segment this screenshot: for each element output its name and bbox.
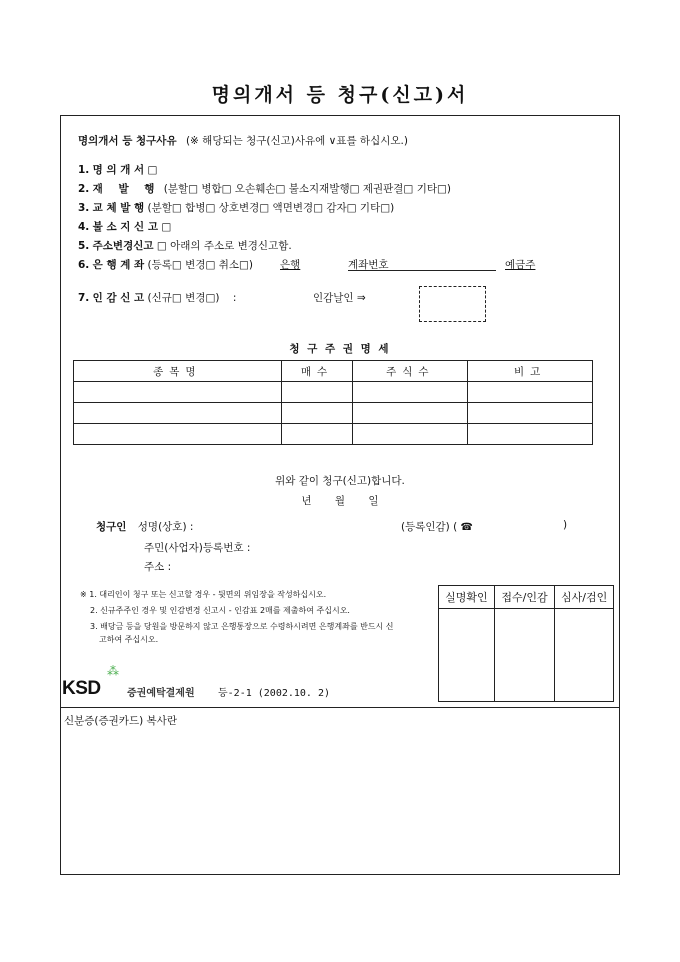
table-cell[interactable] (353, 424, 468, 445)
ksd-logo: KSD (62, 678, 101, 699)
table-cell[interactable] (74, 424, 282, 445)
reason-item-num: 7. (78, 292, 90, 304)
table-row (439, 609, 614, 702)
declaration-text: 위와 같이 청구(신고)합니다. (275, 475, 405, 487)
reason-item-num: 4. (78, 221, 90, 233)
claimant-seal-row[interactable] (401, 519, 473, 534)
account-holder-field[interactable]: 예금주 (505, 259, 536, 271)
declaration-date[interactable]: 년 월 일 (301, 495, 379, 507)
note-1: ※ 1. 대리인이 청구 또는 신고할 경우 - 뒷면의 위임장을 작성하십시오. (80, 590, 327, 599)
column-header: 실명확인 (439, 586, 495, 609)
table-row (74, 424, 593, 445)
reason-item-label: 은 행 계 좌 (92, 259, 145, 271)
reason-item-3[interactable] (78, 200, 394, 215)
phone-icon: ☎ (460, 522, 474, 533)
column-header: 비고 (468, 361, 593, 382)
checkbox[interactable]: □ (147, 164, 158, 176)
reason-item-2[interactable] (78, 181, 451, 196)
reason-item-1[interactable] (78, 162, 157, 177)
table-cell[interactable] (353, 403, 468, 424)
reason-item-num: 3. (78, 202, 90, 214)
reason-item-options[interactable]: (분할□ 병합□ 오손훼손□ 불소지재발행□ 제권판결□ 기타□) (163, 183, 451, 195)
checkbox[interactable]: □ (161, 221, 172, 233)
table-cell[interactable] (74, 382, 282, 403)
column-header: 매수 (281, 361, 353, 382)
reason-item-5[interactable] (78, 238, 292, 253)
reason-item-label: 재 발 행 (92, 183, 161, 195)
stock-table (73, 360, 593, 445)
column-header: 종목명 (74, 361, 282, 382)
note-2: 2. 신규주주인 경우 및 인감변경 신고시 - 인감표 2매를 제출하여 주십시오. (90, 606, 350, 615)
table-cell[interactable] (281, 403, 353, 424)
claimant-id-label[interactable]: 주민(사업자)등록번호 : (144, 542, 251, 554)
account-number-field[interactable] (348, 257, 496, 271)
checkbox[interactable]: □ 아래의 주소로 변경신고함. (156, 240, 292, 252)
table-cell[interactable] (494, 609, 555, 702)
table-header-row (439, 586, 614, 609)
reason-item-label: 불 소 지 신 고 (92, 221, 158, 233)
table-cell[interactable] (74, 403, 282, 424)
note-3: 3. 배당금 등을 당원을 방문하지 않고 은행통장으로 수령하시려면 은행계좌를 반드시 신 (90, 622, 394, 631)
table-cell[interactable] (555, 609, 614, 702)
reason-item-label: 교 체 발 행 (92, 202, 145, 214)
reason-item-6[interactable] (78, 257, 253, 272)
claimant-name-row[interactable] (96, 519, 193, 534)
table-cell[interactable] (353, 382, 468, 403)
claimant-address-label[interactable]: 주소 : (144, 561, 172, 573)
reason-item-label: 인 감 신 고 (92, 292, 145, 304)
bank-name-field[interactable]: 은행 (280, 259, 301, 271)
column-header: 접수/인감 (494, 586, 555, 609)
page-title: 명의개서 등 청구(신고)서 (211, 84, 469, 106)
ksd-logo-icon: ⁂ (107, 664, 119, 678)
reason-item-4[interactable] (78, 219, 171, 234)
note-3-cont: 고하여 주십시오. (99, 635, 159, 644)
reason-item-num: 1. (78, 164, 90, 176)
org-name: 증권예탁결제원 (127, 688, 195, 699)
seal-box[interactable] (419, 286, 486, 322)
registered-seal-label: (등록인감) ( (401, 521, 458, 533)
claimant-label: 청구인 (96, 521, 127, 533)
reason-note: (※ 해당되는 청구(신고)사유에 ∨표를 하십시오.) (185, 135, 408, 147)
table-cell[interactable] (468, 424, 593, 445)
table-header-row (74, 361, 593, 382)
bank-options[interactable]: (등록□ 변경□ 취소□) (147, 259, 254, 271)
reason-item-num: 5. (78, 240, 90, 252)
table-cell[interactable] (439, 609, 495, 702)
claimant-name-label: 성명(상호) : (137, 521, 194, 533)
form-code: 등-2-1 (2002.10. 2) (218, 688, 331, 699)
id-copy-area-label: 신분증(증권카드) 복사란 (64, 715, 177, 727)
reason-item-options[interactable]: (분할□ 합병□ 상호변경□ 액면변경□ 감자□ 기타□) (147, 202, 395, 214)
reason-item-label: 주소변경신고 (92, 240, 154, 252)
reason-heading: 명의개서 등 청구사유 (78, 135, 177, 147)
form-divider (60, 707, 620, 708)
reason-item-7[interactable] (78, 290, 236, 305)
table-cell[interactable] (281, 424, 353, 445)
reason-item-num: 6. (78, 259, 90, 271)
reason-item-label: 명 의 개 서 (92, 164, 145, 176)
table-cell[interactable] (468, 403, 593, 424)
table-row (74, 382, 593, 403)
seal-prompt: 인감날인 ⇒ (313, 292, 366, 304)
table-row (74, 403, 593, 424)
reason-item-num: 2. (78, 183, 90, 195)
table-cell[interactable] (281, 382, 353, 403)
stock-table-heading: 청 구 주 권 명 세 (289, 343, 391, 355)
table-cell[interactable] (468, 382, 593, 403)
column-header: 심사/검인 (555, 586, 614, 609)
office-use-table (438, 585, 614, 702)
reason-header (78, 133, 408, 148)
column-header: 주식수 (353, 361, 468, 382)
seal-options[interactable]: (신규□ 변경□) (147, 292, 220, 304)
seal-colon: : (232, 292, 237, 304)
account-number-label: 계좌번호 (348, 259, 389, 271)
claimant-close-paren: ) (563, 519, 568, 531)
